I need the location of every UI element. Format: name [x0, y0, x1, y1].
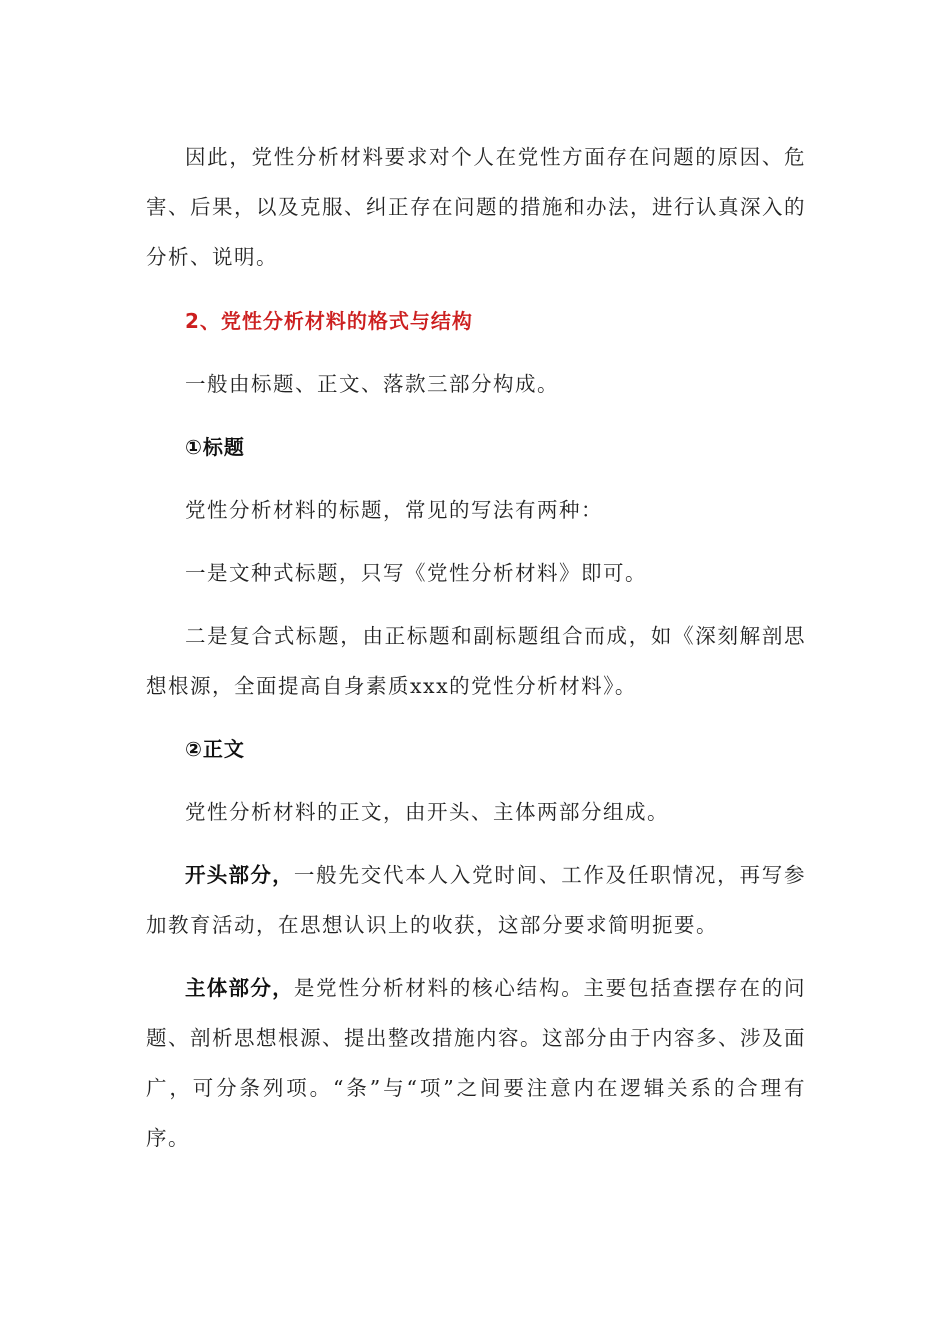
paragraph-causes-analysis: 因此，党性分析材料要求对个人在党性方面存在问题的原因、危害、后果，以及克服、纠正存在问题的措施和办法，进行认真深入的分析、说明。	[146, 145, 806, 269]
paragraph-main-part	[146, 963, 806, 1163]
paragraph-composition: 一般由标题、正文、落款三部分构成。	[185, 372, 559, 396]
subheading-body	[146, 724, 806, 774]
subheading-title-text: ①标题	[185, 435, 245, 459]
opening-part-text: 一般先交代本人入党时间、工作及任职情况，再写参加教育活动，在思想认识上的收获，这部分要求简明扼要。	[146, 863, 807, 937]
paragraph-title-style-two: 二是复合式标题，由正标题和副标题组合而成，如《深刻解剖思想根源，全面提高自身素质xxx的党性分析材料》。	[146, 624, 806, 698]
paragraph-title-styles: 党性分析材料的标题，常见的写法有两种：	[185, 498, 603, 522]
main-part-text: 是党性分析材料的核心结构。主要包括查摆存在的问题、剖析思想根源、提出整改措施内容。这部分由于内容多、涉及面广，可分条列项。“条”与“项”之间要注意内在逻辑关系的合理有序。	[146, 976, 807, 1150]
document-body	[146, 132, 806, 1163]
opening-part-lead: 开头部分，	[185, 863, 294, 887]
paragraph-body-parts: 党性分析材料的正文，由开头、主体两部分组成。	[185, 800, 669, 824]
paragraph-title-style-one: 一是文种式标题，只写《党性分析材料》即可。	[185, 561, 647, 585]
section-heading-format-structure	[146, 296, 806, 346]
subheading-body-text: ②正文	[185, 737, 245, 761]
subheading-title	[146, 422, 806, 472]
section-heading-text: 2、党性分析材料的格式与结构	[185, 309, 473, 333]
main-part-lead: 主体部分，	[185, 976, 294, 1000]
paragraph-opening-part	[146, 850, 806, 950]
